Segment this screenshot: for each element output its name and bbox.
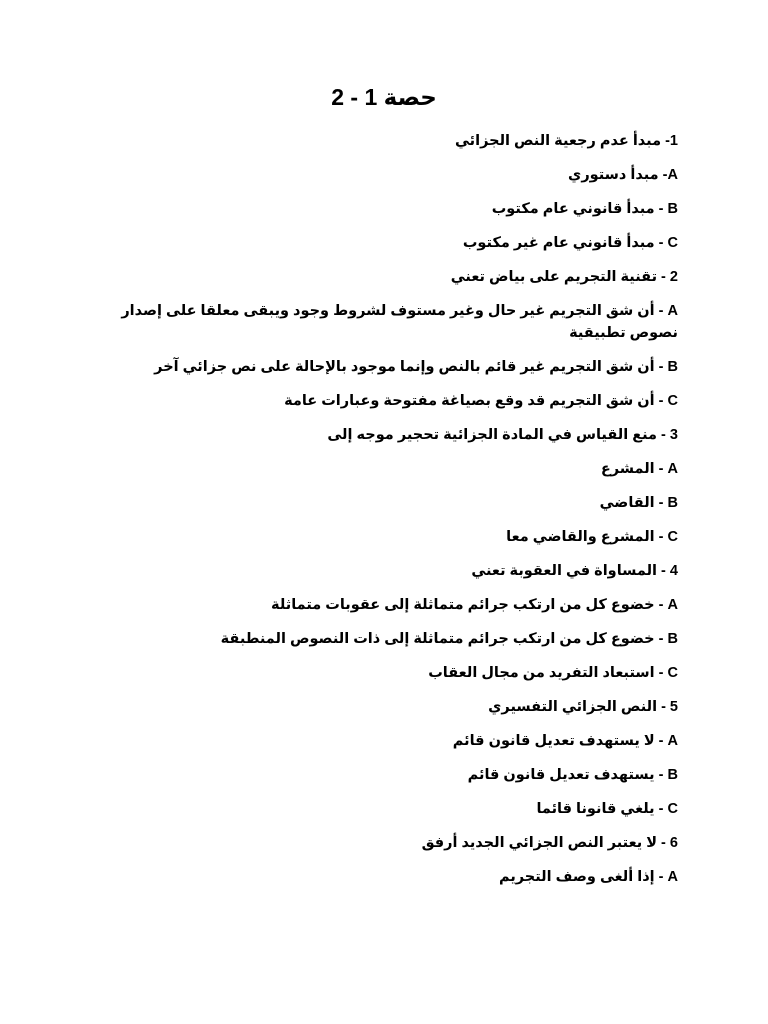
option-2c: C - أن شق التجريم قد وقع بصياغة مفتوحة وعبارات عامة	[284, 393, 678, 409]
option-5a: A - لا يستهدف تعديل قانون قائم	[452, 733, 678, 749]
option-3b: B - القاضي	[599, 495, 678, 511]
option-2b: B - أن شق التجريم غير قائم بالنص وإنما موجود بالإحالة على نص جزائي آخر	[154, 359, 678, 375]
page-title: حصة 1 - 2	[331, 84, 437, 110]
option-3a: A - المشرع	[600, 461, 678, 477]
option-4b: B - خضوع كل من ارتكب جرائم متماثلة إلى ذات النصوص المنطبقة	[220, 631, 678, 647]
question-6: 6 - لا يعتبر النص الجزائي الجديد أرفق	[421, 835, 678, 851]
option-2a: A - أن شق التجريم غير حال وغير مستوف لشروط وجود ويبقى معلقا على إصدار نصوص تطبيقية	[121, 303, 678, 341]
question-3: 3 - منع القياس في المادة الجزائية تحجير موجه إلى	[327, 427, 678, 443]
question-1: 1- مبدأ عدم رجعية النص الجزائي	[455, 133, 678, 149]
option-5c: C - يلغي قانونا قائما	[536, 801, 678, 817]
option-3c: C - المشرع والقاضي معا	[506, 529, 678, 545]
option-1a: A- مبدأ دستوري	[568, 167, 678, 183]
option-4a: A - خضوع كل من ارتكب جرائم متماثلة إلى عقوبات متماثلة	[271, 597, 678, 613]
question-2: 2 - تقنية التجريم على بياض تعني	[450, 269, 678, 285]
question-list	[118, 130, 678, 900]
option-5b: B - يستهدف تعديل قانون قائم	[467, 767, 678, 783]
option-1c: C - مبدأ قانوني عام غير مكتوب	[462, 235, 678, 251]
question-4: 4 - المساواة في العقوبة تعني	[471, 563, 678, 579]
option-1b: B - مبدأ قانوني عام مكتوب	[491, 201, 678, 217]
question-5: 5 - النص الجزائي التفسيري	[488, 699, 678, 715]
option-6a: A - إذا ألغى وصف التجريم	[498, 869, 678, 885]
option-4c: C - استبعاد التفريد من مجال العقاب	[428, 665, 678, 681]
